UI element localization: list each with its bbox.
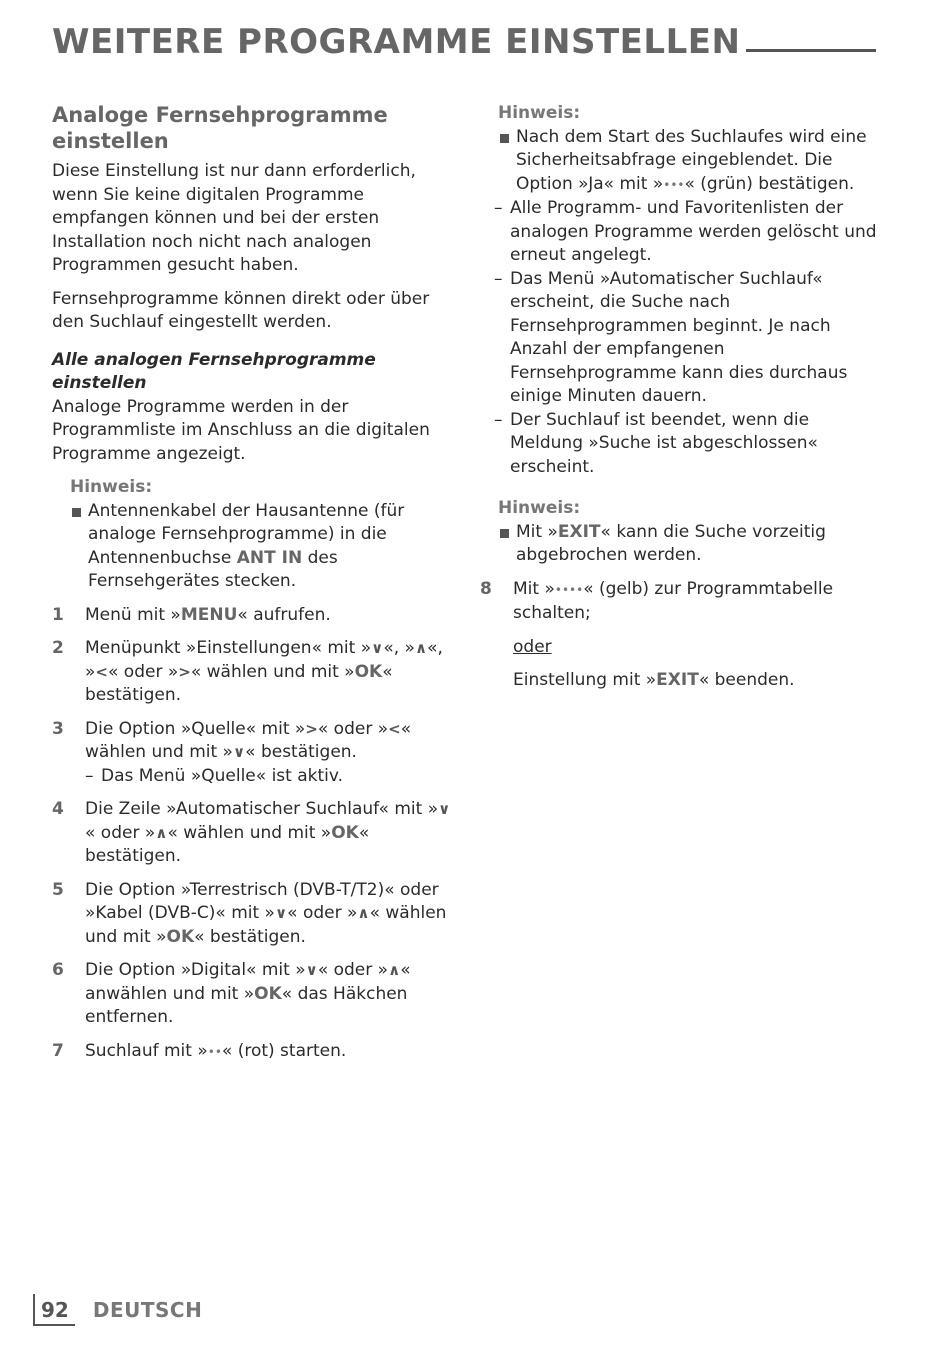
step-3 xyxy=(52,718,452,789)
step-text: Die Option »Terrestrisch (DVB-T/T2)« oder »Kabel (DVB-C)« mit » xyxy=(85,879,439,923)
step-text: Die Option »Quelle« mit » xyxy=(85,718,306,739)
left-column xyxy=(52,102,452,1064)
ok-key: OK xyxy=(166,926,195,947)
step-subnote-text: Das Menü »Quelle« ist aktiv. xyxy=(101,765,344,786)
step-text: «, » xyxy=(85,638,443,682)
subsection-title: Alle analogen Fernsehprogramme einstellen xyxy=(52,349,376,393)
ok-key: OK xyxy=(254,983,282,1004)
step-text: « wählen und mit » xyxy=(85,718,412,762)
final-text-end: « beenden. xyxy=(698,670,795,690)
step-2 xyxy=(52,637,452,708)
step-number: 3 xyxy=(52,718,64,739)
dash-mark: – xyxy=(494,409,503,430)
step-text: « bestätigen. xyxy=(245,742,357,762)
dash-text: Das Menü »Automatischer Suchlauf« erscheint, die Suche nach Fernsehprogrammen beginnt. Je nach Anzahl der empfangenen Fernsehprogramme kann dies durchaus einige Minuten dauern. xyxy=(510,268,848,406)
step-number: 4 xyxy=(52,799,64,819)
hint-bullet xyxy=(498,521,880,568)
chevron-down-icon: ∨ xyxy=(232,743,246,761)
step-7 xyxy=(52,1040,452,1065)
chevron-up-icon: ∧ xyxy=(357,904,370,922)
hint-box xyxy=(52,476,452,594)
ok-key: OK xyxy=(354,661,383,682)
page-title: WEITERE PROGRAMME EINSTELLEN xyxy=(52,22,741,62)
step-text: « das Häkchen entfernen. xyxy=(85,983,408,1027)
hint-bullet xyxy=(498,126,880,198)
exit-key: EXIT xyxy=(656,670,699,690)
hint-label: Hinweis: xyxy=(498,103,581,123)
step-text: « bestätigen. xyxy=(194,926,306,947)
chevron-down-icon: ∨ xyxy=(274,904,288,922)
intro-paragraph-2: Fernsehprogramme können direkt oder über den Suchlauf eingestellt werden. xyxy=(52,288,430,332)
hint-dash-item xyxy=(480,197,880,268)
header-rule xyxy=(746,49,876,52)
hint-text-end: des Fernsehgerätes stecken. xyxy=(88,547,338,591)
step-number: 5 xyxy=(52,879,64,900)
step-text: Die Option »Digital« mit » xyxy=(85,960,306,980)
page-number: 92 xyxy=(33,1294,75,1326)
step-text: « (gelb) zur Programmtabelle schalten; xyxy=(513,578,834,623)
step-text: « bestätigen. xyxy=(85,822,370,866)
yellow-button-icon: •••• xyxy=(554,582,584,597)
step-text: Mit » xyxy=(513,578,555,599)
step-text: « bestätigen. xyxy=(85,661,393,705)
step-text: « wählen und mit » xyxy=(167,822,332,843)
step-text: « wählen und mit » xyxy=(85,903,447,947)
section-title: Analoge Fernsehprogramme einstellen xyxy=(52,103,388,153)
step-text: « oder » xyxy=(317,718,389,739)
chevron-left-icon: < xyxy=(388,719,401,738)
chevron-down-icon: ∨ xyxy=(438,800,451,818)
dash-text: Alle Programm- und Favoritenlisten der analogen Programme werden gelöscht und erneut angelegt. xyxy=(510,198,877,265)
step-subnote xyxy=(85,765,452,789)
red-button-icon: •• xyxy=(207,1044,222,1059)
step-text: « (rot) starten. xyxy=(221,1040,347,1061)
step-number: 1 xyxy=(52,604,64,625)
dash-text: Der Suchlauf ist beendet, wenn die Meldung »Suche ist abgeschlossen« erscheint. xyxy=(510,409,818,477)
hint-text-end: « (grün) bestätigen. xyxy=(684,173,855,194)
chevron-up-icon: ∧ xyxy=(155,823,168,842)
right-column xyxy=(480,102,880,693)
ok-key: OK xyxy=(331,822,359,843)
dash-mark: – xyxy=(85,765,94,786)
step-8 xyxy=(480,578,880,626)
final-text: Einstellung mit » xyxy=(513,670,657,690)
hint-box-1 xyxy=(480,102,880,479)
ant-in-key: ANT IN xyxy=(236,547,303,568)
step-text: « oder » xyxy=(287,903,358,923)
hint-dash-item xyxy=(480,268,880,409)
hint-text-end: « kann die Suche vorzeitig abgebrochen werden. xyxy=(516,521,826,565)
dash-mark: – xyxy=(494,198,503,218)
step-1 xyxy=(52,604,452,628)
chevron-left-icon: < xyxy=(95,662,108,681)
hint-text: Antennenkabel der Hausantenne (für analoge Fernsehprogramme) in die Antennenbuchse xyxy=(88,500,405,568)
dash-mark: – xyxy=(494,268,503,289)
step-text: « oder » xyxy=(85,822,156,843)
hint-text: Mit » xyxy=(516,521,558,542)
final-instruction xyxy=(480,669,880,693)
exit-key: EXIT xyxy=(557,521,601,542)
step-text: Menü mit » xyxy=(85,604,181,625)
chevron-right-icon: > xyxy=(305,719,318,738)
menu-key: MENU xyxy=(180,604,238,625)
step-text: Die Zeile »Automatischer Suchlauf« mit » xyxy=(85,799,439,819)
step-text: «, » xyxy=(383,638,415,658)
page-header xyxy=(52,20,876,62)
chevron-down-icon: ∨ xyxy=(305,961,318,979)
chevron-right-icon: > xyxy=(178,662,191,681)
chevron-down-icon: ∨ xyxy=(371,639,384,657)
step-text: « wählen und mit » xyxy=(190,661,355,682)
step-text: Menüpunkt »Einstellungen« mit » xyxy=(85,638,372,658)
subsection-intro: Analoge Programme werden in der Programmliste im Anschluss an die digitalen Programme angezeigt. xyxy=(52,396,430,464)
step-number: 8 xyxy=(480,578,492,599)
oder-text: oder xyxy=(513,636,552,657)
step-text: « oder » xyxy=(317,960,389,980)
step-5 xyxy=(52,879,452,950)
step-text: « anwählen und mit » xyxy=(85,960,411,1004)
chevron-up-icon: ∧ xyxy=(414,639,428,657)
step-number: 6 xyxy=(52,960,64,980)
hint-dash-item xyxy=(480,409,880,480)
step-number: 2 xyxy=(52,638,64,658)
hint-box-2 xyxy=(480,497,880,568)
chevron-up-icon: ∧ xyxy=(388,961,401,979)
step-text: Suchlauf mit » xyxy=(85,1040,208,1061)
hint-text: Nach dem Start des Suchlaufes wird eine Sicherheitsabfrage eingeblendet. Die Option »Ja« mit » xyxy=(516,126,867,194)
step-6 xyxy=(52,959,452,1030)
step-text: « aufrufen. xyxy=(237,604,331,625)
step-text: « oder » xyxy=(107,661,179,682)
intro-paragraph-1: Diese Einstellung ist nur dann erforderlich, wenn Sie keine digitalen Programme empfangen können und bei der ersten Installation noch nicht nach analogen Programmen gesucht haben. xyxy=(52,161,416,275)
step-number: 7 xyxy=(52,1040,64,1061)
step-4 xyxy=(52,798,452,869)
hint-bullet xyxy=(70,500,452,594)
green-button-icon: ••• xyxy=(663,177,685,192)
hint-label: Hinweis: xyxy=(498,498,581,518)
language-label: DEUTSCH xyxy=(92,1298,203,1322)
hint-label: Hinweis: xyxy=(70,477,153,497)
page-footer xyxy=(33,1293,202,1327)
